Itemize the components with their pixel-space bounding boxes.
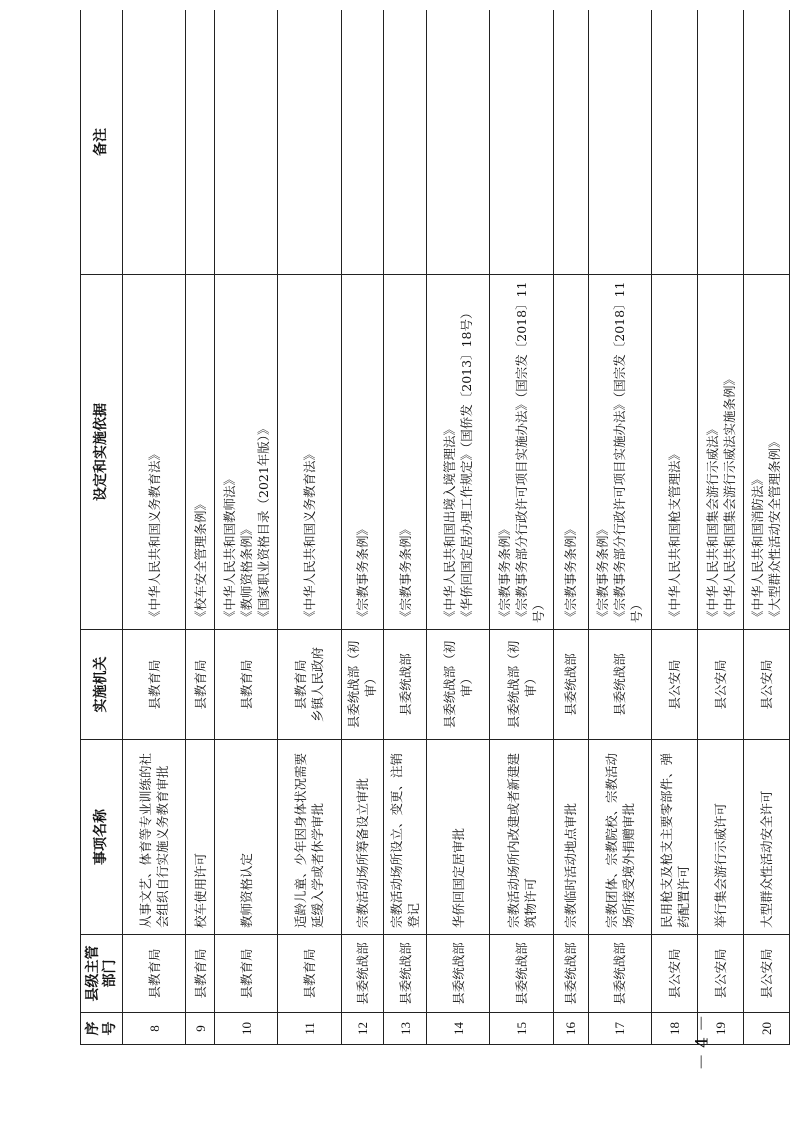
page-number-text: － 4 － bbox=[692, 1014, 713, 1071]
org-line: 县教育局 bbox=[146, 659, 162, 710]
cell-basis bbox=[384, 275, 427, 630]
cell-item: 大型群众性活动安全许可 bbox=[743, 740, 789, 935]
cell-org bbox=[743, 630, 789, 740]
cell-remark bbox=[426, 10, 489, 275]
cell-item: 举行集会游行示威许可 bbox=[698, 740, 744, 935]
cell-basis bbox=[426, 275, 489, 630]
cell-remark bbox=[588, 10, 651, 275]
cell-org bbox=[186, 630, 214, 740]
cell-no: 8 bbox=[123, 1013, 186, 1045]
basis-line: 《中华人民共和国义务教育法》 bbox=[146, 447, 162, 623]
cell-org bbox=[384, 630, 427, 740]
cell-no: 13 bbox=[384, 1013, 427, 1045]
table-row bbox=[341, 10, 384, 1045]
org-line: 县教育局 bbox=[192, 659, 208, 710]
cell-item: 民用枪支及枪支主要零部件、弹药配置许可 bbox=[652, 740, 698, 935]
header-dept: 县级主管部门 bbox=[81, 935, 123, 1013]
basis-line: 《宗教事务条例》 bbox=[397, 522, 413, 623]
org-line: 县公安局 bbox=[667, 659, 683, 710]
table-row bbox=[553, 10, 588, 1045]
table-row bbox=[652, 10, 698, 1045]
cell-org bbox=[698, 630, 744, 740]
basis-line: 《宗教事务条例》 bbox=[497, 522, 513, 623]
cell-no: 10 bbox=[214, 1013, 277, 1045]
cell-basis bbox=[698, 275, 744, 630]
org-line: 县委统战部 bbox=[612, 653, 628, 716]
org-line: 县公安局 bbox=[758, 659, 774, 710]
basis-line: 《中华人民共和国义务教育法》 bbox=[301, 447, 317, 623]
cell-basis bbox=[341, 275, 384, 630]
cell-remark bbox=[553, 10, 588, 275]
basis-line: 《宗教事务部分行政许可项目实施办法》（国宗发〔2018〕11号） bbox=[514, 281, 547, 623]
cell-item: 宗教临时活动地点审批 bbox=[553, 740, 588, 935]
basis-line: 《国家职业资格目录（2021年版）》 bbox=[255, 422, 271, 623]
cell-org bbox=[553, 630, 588, 740]
cell-org bbox=[426, 630, 489, 740]
cell-item: 华侨回国定居审批 bbox=[426, 740, 489, 935]
cell-no: 9 bbox=[186, 1013, 214, 1045]
cell-org bbox=[214, 630, 277, 740]
cell-dept: 县委统战部 bbox=[384, 935, 427, 1013]
cell-basis bbox=[214, 275, 277, 630]
cell-remark bbox=[214, 10, 277, 275]
cell-dept: 县委统战部 bbox=[426, 935, 489, 1013]
org-line: 县委统战部（初审） bbox=[346, 640, 379, 729]
cell-remark bbox=[490, 10, 553, 275]
cell-remark bbox=[743, 10, 789, 275]
cell-remark bbox=[186, 10, 214, 275]
org-line: 县教育局 bbox=[293, 659, 309, 710]
basis-line: 《宗教事务条例》 bbox=[563, 522, 579, 623]
table-row bbox=[426, 10, 489, 1045]
page-number bbox=[680, 1010, 720, 1070]
basis-line: 《宗教事务条例》 bbox=[354, 522, 370, 623]
org-line: 县委统战部（初审） bbox=[442, 640, 475, 729]
basis-line: 《华侨回国定居办理工作规定》（国侨发〔2013〕18号） bbox=[459, 306, 475, 623]
cell-item: 宗教团体、宗教院校、宗教活动场所接受境外捐赠审批 bbox=[588, 740, 651, 935]
cell-no: 20 bbox=[743, 1013, 789, 1045]
table-row bbox=[384, 10, 427, 1045]
cell-no: 15 bbox=[490, 1013, 553, 1045]
cell-basis bbox=[123, 275, 186, 630]
header-row bbox=[81, 10, 123, 1045]
basis-line: 《大型群众性活动安全管理条例》 bbox=[767, 435, 783, 623]
cell-no: 12 bbox=[341, 1013, 384, 1045]
basis-line: 《中华人民共和国集会游行示威法》 bbox=[704, 422, 720, 623]
cell-item: 宗教活动场所内改建或者新建建筑物许可 bbox=[490, 740, 553, 935]
table-row bbox=[214, 10, 277, 1045]
cell-remark bbox=[384, 10, 427, 275]
table-row bbox=[698, 10, 744, 1045]
header-remark: 备注 bbox=[81, 10, 123, 275]
cell-item: 校车使用许可 bbox=[186, 740, 214, 935]
basis-line: 《中华人民共和国消防法》 bbox=[750, 472, 766, 623]
cell-no: 16 bbox=[553, 1013, 588, 1045]
cell-org bbox=[278, 630, 341, 740]
cell-remark bbox=[698, 10, 744, 275]
cell-dept: 县教育局 bbox=[214, 935, 277, 1013]
cell-remark bbox=[341, 10, 384, 275]
org-line: 乡镇人民政府 bbox=[310, 647, 326, 723]
table-row bbox=[186, 10, 214, 1045]
cell-dept: 县教育局 bbox=[278, 935, 341, 1013]
header-no: 序号 bbox=[81, 1013, 123, 1045]
cell-org bbox=[588, 630, 651, 740]
cell-no: 18 bbox=[652, 1013, 698, 1045]
cell-basis bbox=[743, 275, 789, 630]
org-line: 县委统战部 bbox=[397, 653, 413, 716]
cell-org bbox=[123, 630, 186, 740]
cell-basis bbox=[490, 275, 553, 630]
org-line: 县委统战部（初审） bbox=[505, 640, 538, 729]
header-org: 实施机关 bbox=[81, 630, 123, 740]
cell-remark bbox=[652, 10, 698, 275]
cell-no: 11 bbox=[278, 1013, 341, 1045]
rotated-table-frame bbox=[80, 10, 790, 1045]
cell-basis bbox=[588, 275, 651, 630]
cell-basis bbox=[278, 275, 341, 630]
basis-line: 《中华人民共和国枪支管理法》 bbox=[667, 447, 683, 623]
cell-dept: 县委统战部 bbox=[553, 935, 588, 1013]
table-body bbox=[123, 10, 790, 1045]
cell-no: 17 bbox=[588, 1013, 651, 1045]
cell-dept: 县委统战部 bbox=[490, 935, 553, 1013]
cell-dept: 县公安局 bbox=[652, 935, 698, 1013]
org-line: 县公安局 bbox=[713, 659, 728, 710]
cell-item: 宗教活动场所设立、变更、注销登记 bbox=[384, 740, 427, 935]
cell-org bbox=[652, 630, 698, 740]
header-basis: 设定和实施依据 bbox=[81, 275, 123, 630]
table-row bbox=[743, 10, 789, 1045]
cell-dept: 县委统战部 bbox=[341, 935, 384, 1013]
org-line: 县教育局 bbox=[238, 659, 254, 710]
cell-item: 从事文艺、体育等专业训练的社会组织自行实施义务教育审批 bbox=[123, 740, 186, 935]
cell-org bbox=[341, 630, 384, 740]
cell-item: 教师资格认定 bbox=[214, 740, 277, 935]
cell-item: 宗教活动场所筹备设立审批 bbox=[341, 740, 384, 935]
table-row bbox=[278, 10, 341, 1045]
basis-line: 《校车安全管理条例》 bbox=[192, 497, 208, 623]
basis-line: 《宗教事务部分行政许可项目实施办法》（国宗发〔2018〕11号） bbox=[612, 281, 645, 623]
table-row bbox=[490, 10, 553, 1045]
cell-dept: 县教育局 bbox=[123, 935, 186, 1013]
cell-basis bbox=[553, 275, 588, 630]
basis-line: 《中华人民共和国集会游行示威法实施条例》 bbox=[721, 372, 737, 623]
cell-item: 适龄儿童、少年因身体状况需要延缓入学或者休学审批 bbox=[278, 740, 341, 935]
basis-line: 《教师资格条例》 bbox=[238, 522, 254, 623]
cell-basis bbox=[186, 275, 214, 630]
basis-line: 《中华人民共和国出境入境管理法》 bbox=[442, 422, 458, 623]
basis-line: 《宗教事务条例》 bbox=[595, 522, 611, 623]
org-line: 县委统战部 bbox=[563, 653, 579, 716]
cell-dept: 县公安局 bbox=[698, 935, 744, 1013]
table-row bbox=[123, 10, 186, 1045]
cell-remark bbox=[278, 10, 341, 275]
basis-line: 《中华人民共和国教师法》 bbox=[221, 472, 237, 623]
cell-basis bbox=[652, 275, 698, 630]
cell-no: 14 bbox=[426, 1013, 489, 1045]
administrative-items-table bbox=[80, 10, 790, 1045]
header-item: 事项名称 bbox=[81, 740, 123, 935]
table-landscape bbox=[80, 10, 790, 1045]
cell-dept: 县委统战部 bbox=[588, 935, 651, 1013]
table-row bbox=[588, 10, 651, 1045]
cell-org bbox=[490, 630, 553, 740]
cell-remark bbox=[123, 10, 186, 275]
cell-no: 19 bbox=[698, 1013, 744, 1045]
cell-dept: 县教育局 bbox=[186, 935, 214, 1013]
cell-dept: 县公安局 bbox=[743, 935, 789, 1013]
